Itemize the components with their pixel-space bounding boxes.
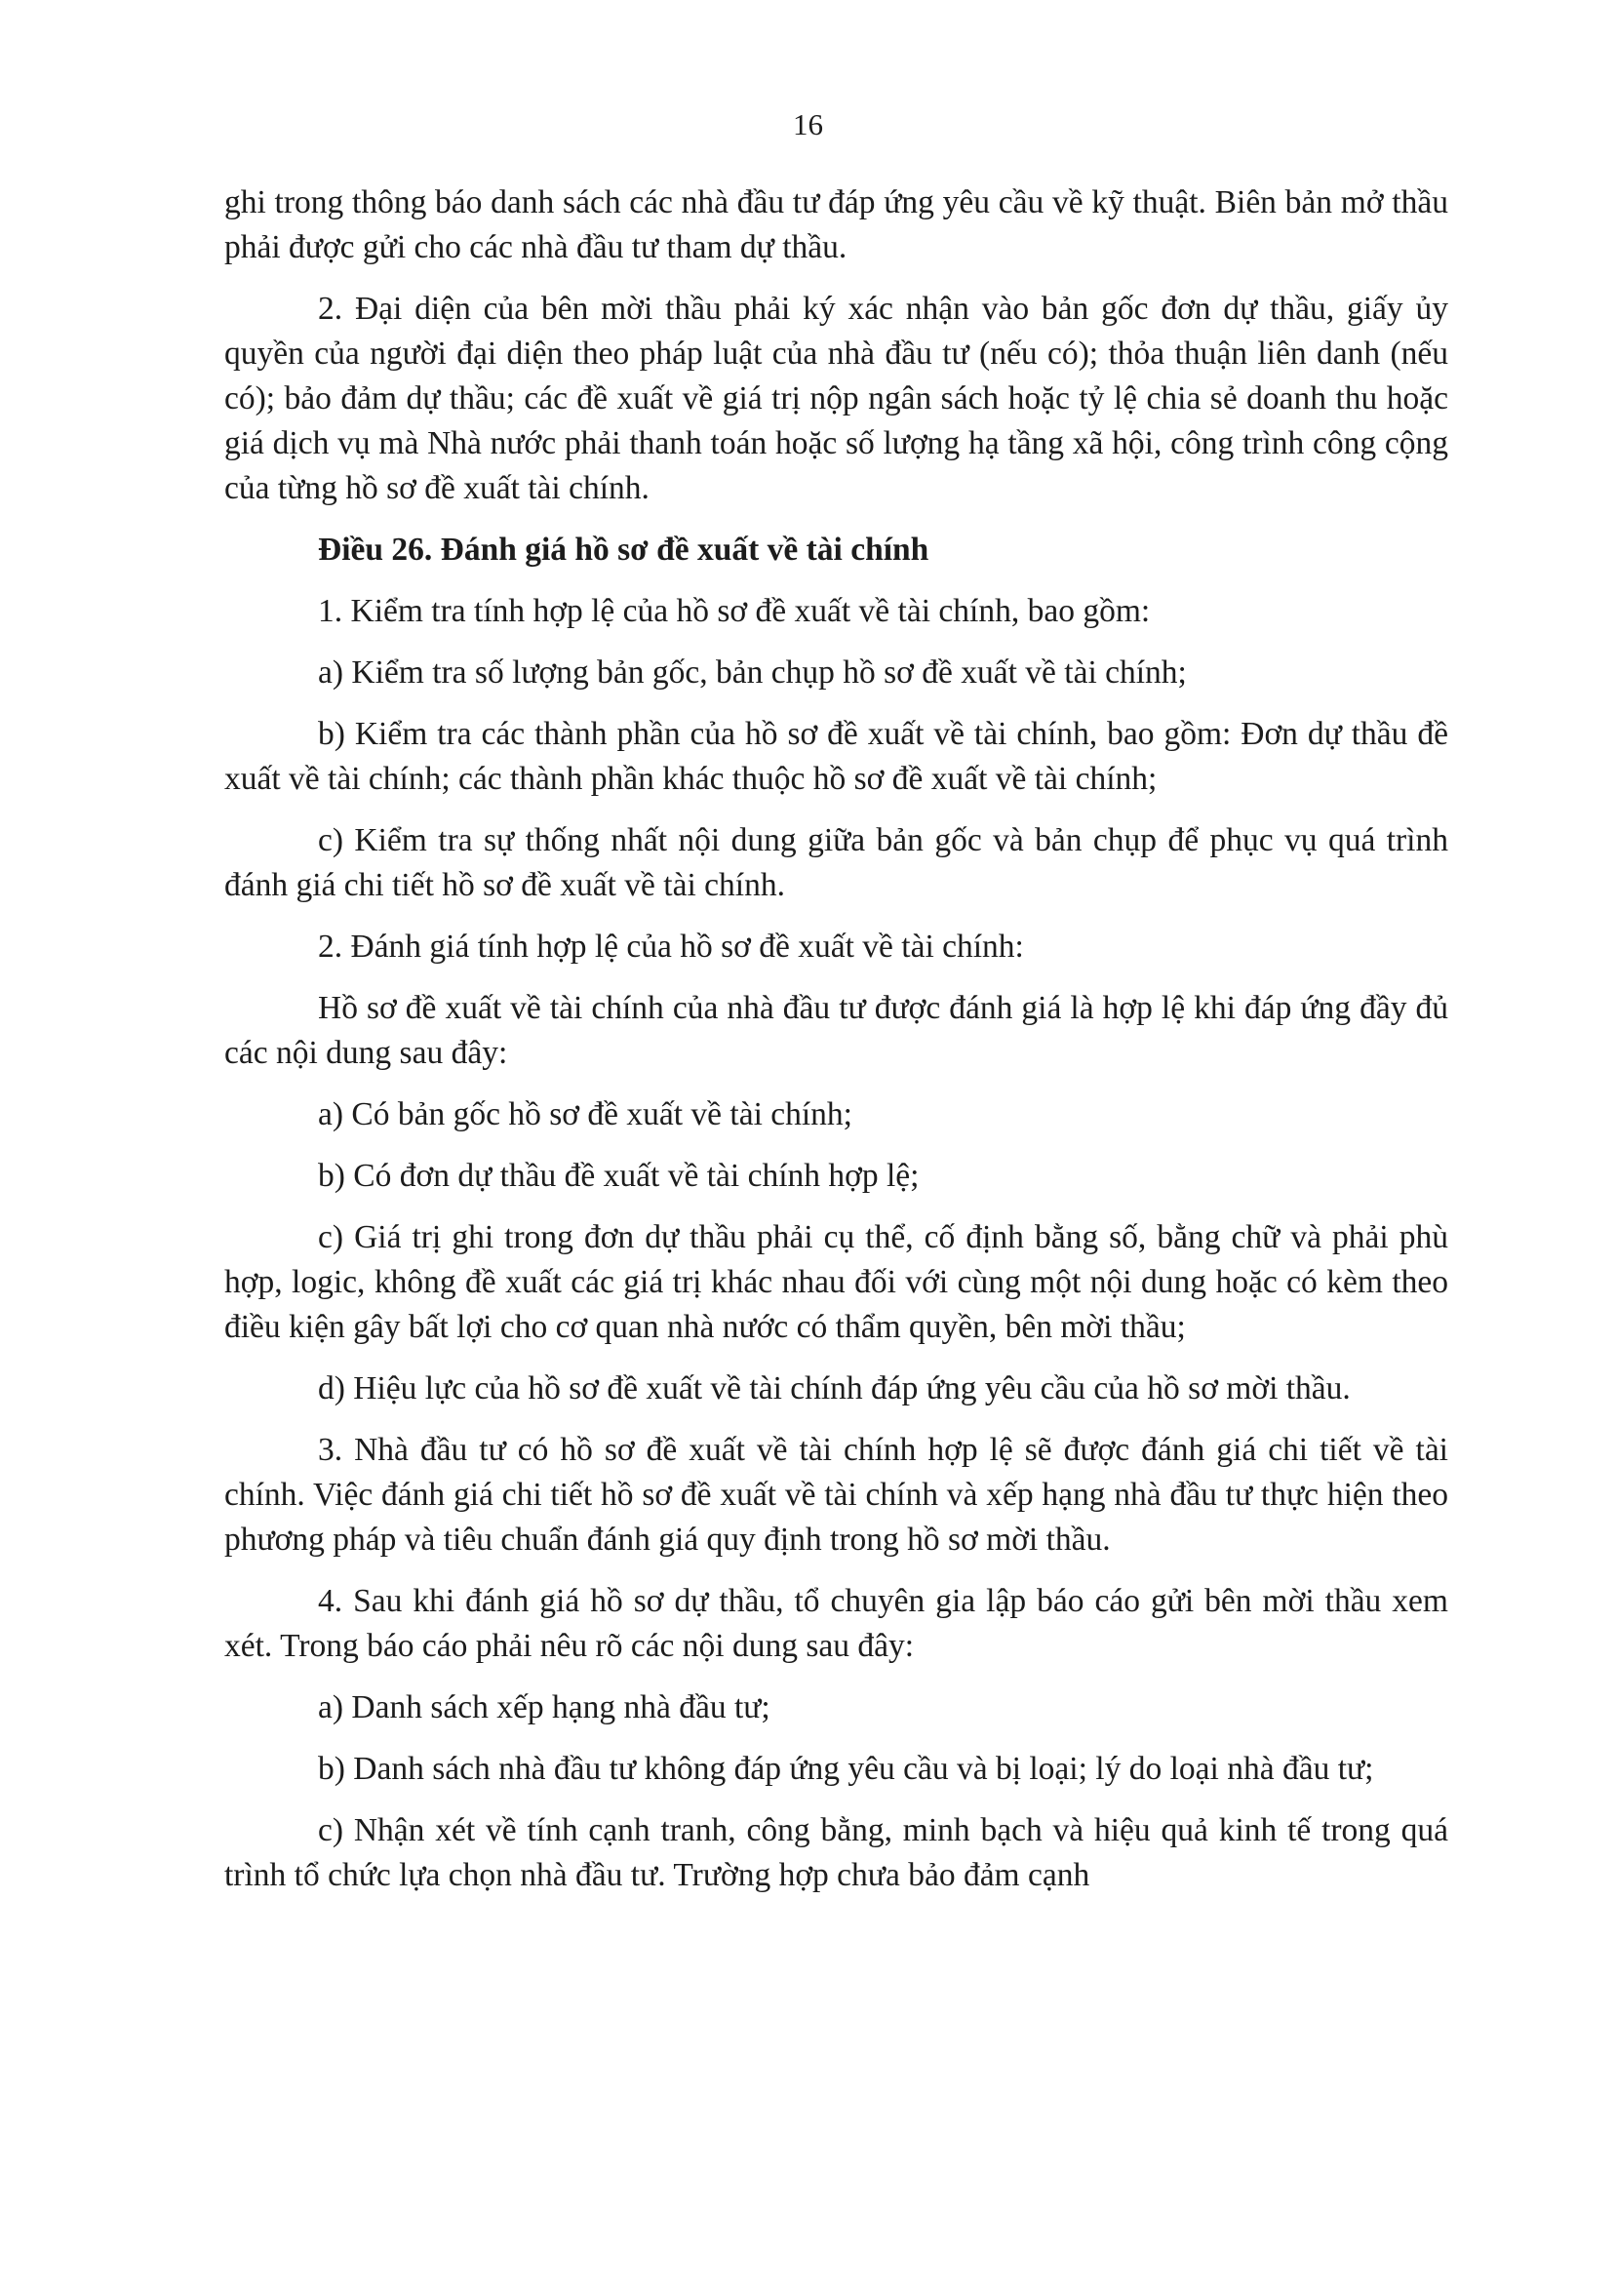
paragraph-item-2a: a) Có bản gốc hồ sơ đề xuất về tài chính; (318, 1096, 852, 1132)
paragraph-item-1: 1. Kiểm tra tính hợp lệ của hồ sơ đề xuất về tài chính, bao gồm: (318, 593, 1151, 629)
paragraph-item-4a: a) Danh sách xếp hạng nhà đầu tư; (318, 1689, 770, 1725)
paragraph-item-2: 2. Đại diện của bên mời thầu phải ký xác nhận vào bản gốc đơn dự thầu, giấy ủy quyền của người đại diện theo pháp luật của nhà đầu tư (nếu có); thỏa thuận liên danh (nếu có); bảo đảm dự thầu; các đề xuất về giá trị nộp ngân sách hoặc tỷ lệ chia sẻ doanh thu hoặc giá dịch vụ mà Nhà nước phải thanh toán hoặc số lượng hạ tầng xã hội, công trình công cộng của từng hồ sơ đề xuất tài chính. (224, 291, 1448, 506)
paragraph-item-3: 3. Nhà đầu tư có hồ sơ đề xuất về tài chính hợp lệ sẽ được đánh giá chi tiết về tài chính. Việc đánh giá chi tiết hồ sơ đề xuất về tài chính và xếp hạng nhà đầu tư thực hiện theo phương pháp và tiêu chuẩn đánh giá quy định trong hồ sơ mời thầu. (224, 1432, 1448, 1558)
paragraph-item-4b: b) Danh sách nhà đầu tư không đáp ứng yêu cầu và bị loại; lý do loại nhà đầu tư; (318, 1751, 1374, 1787)
paragraph-validity-intro: Hồ sơ đề xuất về tài chính của nhà đầu tư được đánh giá là hợp lệ khi đáp ứng đầy đủ các nội dung sau đây: (224, 990, 1448, 1071)
document-body (224, 180, 1448, 1915)
paragraph-item-1c: c) Kiểm tra sự thống nhất nội dung giữa bản gốc và bản chụp để phục vụ quá trình đánh giá chi tiết hồ sơ đề xuất về tài chính. (224, 822, 1448, 903)
page-number: 16 (793, 107, 823, 141)
article-26-heading: Điều 26. Đánh giá hồ sơ đề xuất về tài chính (318, 532, 929, 568)
paragraph-item-1a: a) Kiểm tra số lượng bản gốc, bản chụp hồ sơ đề xuất về tài chính; (318, 654, 1187, 691)
paragraph-item-2b: b) Có đơn dự thầu đề xuất về tài chính hợp lệ; (318, 1158, 920, 1194)
paragraph-continuation: ghi trong thông báo danh sách các nhà đầu tư đáp ứng yêu cầu về kỹ thuật. Biên bản mở thầu phải được gửi cho các nhà đầu tư tham dự thầu. (224, 184, 1448, 265)
paragraph-item-4c: c) Nhận xét về tính cạnh tranh, công bằng, minh bạch và hiệu quả kinh tế trong quá trình tổ chức lựa chọn nhà đầu tư. Trường hợp chưa bảo đảm cạnh (224, 1812, 1448, 1893)
paragraph-item-1b: b) Kiểm tra các thành phần của hồ sơ đề xuất về tài chính, bao gồm: Đơn dự thầu đề xuất về tài chính; các thành phần khác thuộc hồ sơ đề xuất về tài chính; (224, 716, 1448, 797)
paragraph-item-2c: c) Giá trị ghi trong đơn dự thầu phải cụ thể, cố định bằng số, bằng chữ và phải phù hợp, logic, không đề xuất các giá trị khác nhau đối với cùng một nội dung hoặc có kèm theo điều kiện gây bất lợi cho cơ quan nhà nước có thẩm quyền, bên mời thầu; (224, 1219, 1448, 1345)
paragraph-item-2-validity: 2. Đánh giá tính hợp lệ của hồ sơ đề xuất về tài chính: (318, 929, 1024, 965)
paragraph-item-2d: d) Hiệu lực của hồ sơ đề xuất về tài chính đáp ứng yêu cầu của hồ sơ mời thầu. (318, 1370, 1351, 1406)
paragraph-item-4: 4. Sau khi đánh giá hồ sơ dự thầu, tổ chuyên gia lập báo cáo gửi bên mời thầu xem xét. Trong báo cáo phải nêu rõ các nội dung sau đây: (224, 1583, 1448, 1664)
